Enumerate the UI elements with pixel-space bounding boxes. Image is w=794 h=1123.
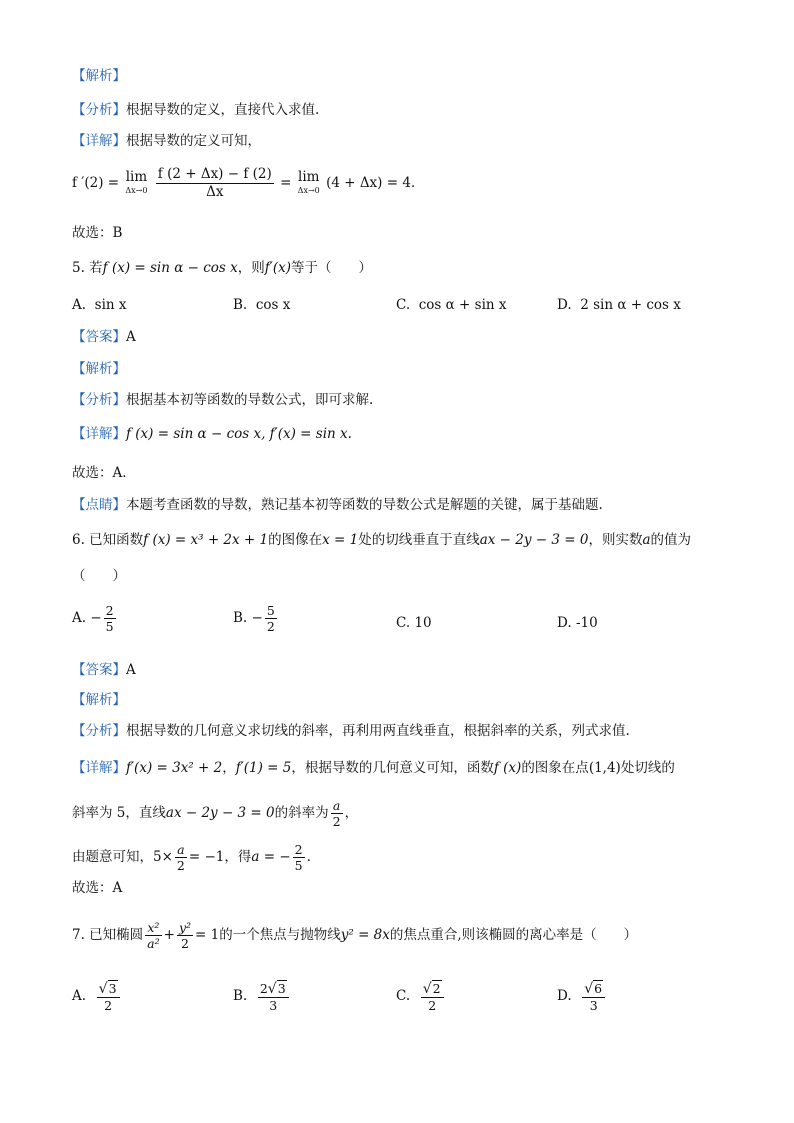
q5-choice: 故选：A. [72, 465, 127, 481]
q7-option-a: A. $\frac{√3}{2}$ [72, 980, 122, 1013]
q5-option-a: A. sin x [72, 297, 127, 313]
formula-rhs: (4 + Δx) = 4. [326, 175, 416, 191]
jiexi-heading-q6: 【解析】 [72, 692, 126, 708]
analysis-line-1 [72, 100, 319, 120]
q6-option-b: B. − $\frac{5}{2}$ [233, 603, 275, 634]
q6-answer-line: 【答案】A [72, 662, 136, 678]
limit-operator-2: lim Δx→0 [297, 168, 320, 195]
detail-tag: 【详解】 [72, 133, 126, 149]
q6-detail-line-1: 【详解】f′(x) = 3x² + 2，f′(1) = 5，根据导数的几何意义可知，函数f (x)的图象在点(1,4)处切线的 [72, 760, 675, 776]
question-5-stem: 5. 若f (x) = sin α − cos x，则f′(x)等于（ ） [72, 260, 372, 276]
q5-detail: 【详解】f (x) = sin α − cos x, f′(x) = sin x. [72, 426, 352, 442]
formula-lhs: f ′(2) = [72, 175, 120, 191]
q6-detail-line-2: 斜率为 5，直线ax − 2y − 3 = 0的斜率为 $\frac{a}{2}$ ， [72, 798, 359, 829]
q7-option-c: C. $\frac{√2}{2}$ [396, 980, 446, 1013]
q7-option-b: B. $\frac{2√3}{3}$ [233, 980, 291, 1013]
analysis-text: 根据导数的定义，直接代入求值. [126, 102, 320, 118]
q5-function: f (x) = sin α − cos x [102, 260, 238, 276]
q6-option-a: A. − $\frac{2}{5}$ [72, 603, 114, 634]
q5-analysis: 【分析】根据基本初等函数的导数公式，即可求解. [72, 392, 374, 408]
jiexi-heading-q5: 【解析】 [72, 361, 126, 377]
q5-answer-line: 【答案】A [72, 329, 136, 345]
q6-option-c: C. 10 [396, 615, 432, 631]
question-7-stem: 7. 已知椭圆 $\frac{\text{x²}}{\text{a²}}$ + $\frac{\text{y²}}{2}$ = 1的一个焦点与抛物线y² = 8x的焦点重合,则该椭圆的离心率是（ ） [72, 920, 638, 951]
formula-eq: = [280, 175, 292, 191]
detail-text: 根据导数的定义可知， [126, 133, 261, 149]
jiexi-heading-1: 【解析】 [72, 68, 126, 84]
q5-remark: 【点睛】本题考查函数的导数，熟记基本初等函数的导数公式是解题的关键，属于基础题. [72, 497, 603, 513]
analysis-tag: 【分析】 [72, 102, 126, 118]
q5-option-c: C. cos α + sin x [396, 297, 507, 313]
q7-option-d: D. $\frac{√6}{3}$ [557, 980, 607, 1013]
q5-derivative: f′(x) [264, 260, 291, 276]
question-6-stem: 6. 已知函数f (x) = x³ + 2x + 1的图像在x = 1处的切线垂直于直线ax − 2y − 3 = 0，则实数a的值为 [72, 532, 692, 548]
q6-paren: （ ） [72, 568, 126, 584]
q6-choice: 故选：A [72, 880, 123, 896]
q5-option-d: D. 2 sin α + cos x [557, 297, 681, 313]
difference-quotient: $\frac{f (2 + \Delta x) - f (2)}{\Delta x}$ [157, 166, 272, 200]
limit-operator-1: lim Δx→0 [125, 168, 148, 195]
derivative-definition-formula [72, 166, 415, 201]
q6-analysis: 【分析】根据导数的几何意义求切线的斜率，再利用两直线垂直，根据斜率的关系，列式求值. [72, 723, 630, 739]
answer-line-1: 故选：B [72, 225, 123, 241]
q5-option-b: B. cos x [233, 297, 291, 313]
q6-detail-line-3: 由题意可知，5× $\frac{a}{2}$ = −1，得a = − $\frac{2}{5}$ . [72, 842, 311, 873]
q6-option-d: D. -10 [557, 615, 598, 631]
q5-answer-value: A [126, 329, 136, 345]
detail-line-1 [72, 131, 261, 151]
